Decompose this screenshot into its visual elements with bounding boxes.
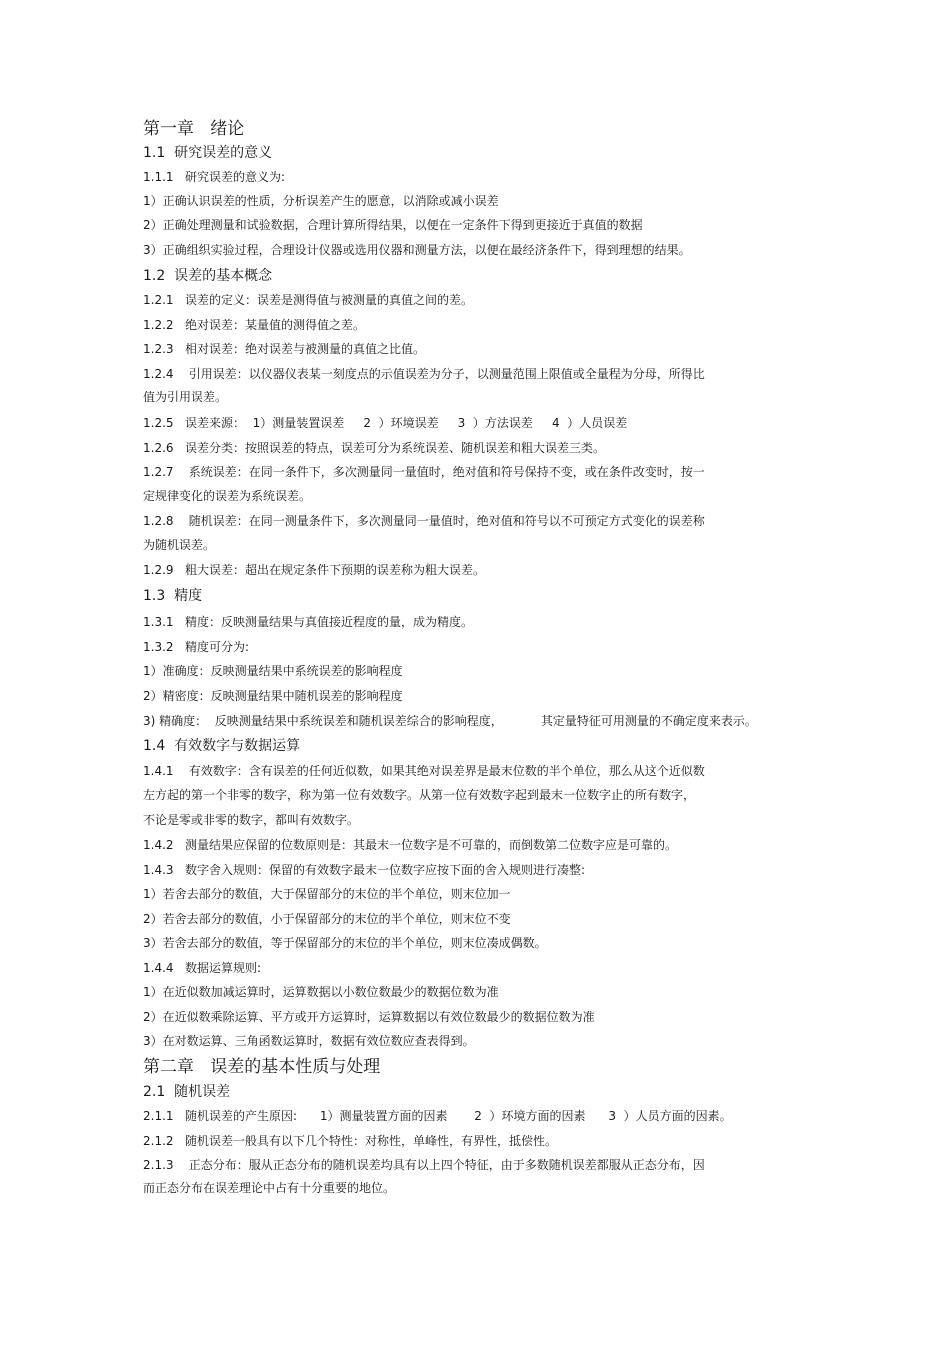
text-line: 1）若舍去部分的数值，大于保留部分的末位的半个单位，则末位加一 [143, 887, 511, 901]
text-line: 不论是零或非零的数字，都叫有效数字。 [143, 813, 360, 827]
text-line: 2）精密度：反映测量结果中随机误差的影响程度 [143, 689, 403, 703]
text-line: 1.2.7 系统误差：在同一条件下，多次测量同一量值时，绝对值和符号保持不变，或在条件改变时，按一 [143, 465, 705, 479]
text-line: 1）正确认识误差的性质，分析误差产生的愿意，以消除或减小误差 [143, 194, 499, 208]
text-line: 1.2.9 粗大误差：超出在规定条件下预期的误差称为粗大误差。 [143, 563, 485, 577]
text-line: 左方起的第一个非零的数字，称为第一位有效数字。从第一位有效数字起到最末一位数字止的所有数字， [143, 788, 696, 802]
text-line: 1.4.4 数据运算规则: [143, 961, 262, 975]
section-heading: 1.4 有效数字与数据运算 [143, 738, 301, 754]
section-heading: 1.1 研究误差的意义 [143, 145, 273, 161]
text-line: 2.1.1 随机误差的产生原因: 1）测量装置方面的因素 2 ）环境方面的因素 3 ）人员方面的因素。 [143, 1109, 732, 1123]
text-line: 1）在近似数加减运算时，运算数据以小数位数最少的数据位数为准 [143, 985, 499, 999]
text-line: 3）正确组织实验过程，合理设计仪器或选用仪器和测量方法，以便在最经济条件下，得到理想的结果。 [143, 243, 691, 257]
text-line: 值为引用误差。 [143, 390, 228, 404]
text-line: 2.1.3 正态分布：服从正态分布的随机误差均具有以上四个特征，由于多数随机误差都服从正态分布，因 [143, 1158, 705, 1172]
text-line: 1）准确度：反映测量结果中系统误差的影响程度 [143, 664, 403, 678]
text-line: 2.1.2 随机误差一般具有以下几个特性：对称性，单峰性，有界性，抵偿性。 [143, 1134, 557, 1148]
section-heading: 1.2 误差的基本概念 [143, 268, 273, 284]
text-line: 2）正确处理测量和试验数据，合理计算所得结果，以便在一定条件下得到更接近于真值的数据 [143, 218, 643, 232]
text-line: 1.2.6 误差分类：按照误差的特点，误差可分为系统误差、随机误差和粗大误差三类。 [143, 441, 605, 455]
section-heading: 1.3 精度 [143, 588, 203, 604]
text-line: 1.1.1 研究误差的意义为: [143, 170, 286, 184]
text-line: 1.4.1 有效数字：含有误差的任何近似数，如果其绝对误差界是最末位数的半个单位，那么从这个近似数 [143, 764, 705, 778]
text-line: 1.2.8 随机误差：在同一测量条件下，多次测量同一量值时，绝对值和符号以不可预定方式变化的误差称 [143, 514, 705, 528]
text-line: 定规律变化的误差为系统误差。 [143, 489, 312, 503]
text-line: 而正态分布在误差理论中占有十分重要的地位。 [143, 1181, 396, 1195]
chapter-heading: 第二章 误差的基本性质与处理 [143, 1057, 381, 1077]
text-line: 3）在对数运算、三角函数运算时，数据有效位数应查表得到。 [143, 1034, 475, 1048]
text-line: 3）若舍去部分的数值，等于保留部分的末位的半个单位，则末位凑成偶数。 [143, 936, 547, 950]
text-line: 1.2.1 误差的定义：误差是测得值与被测量的真值之间的差。 [143, 293, 473, 307]
chapter-heading: 第一章 绪论 [143, 119, 245, 139]
text-line: 1.4.3 数字舍入规则：保留的有效数字最末一位数字应按下面的舍入规则进行凑整: [143, 863, 586, 877]
text-line: 1.4.2 测量结果应保留的位数原则是：其最末一位数字是不可靠的，而倒数第二位数字应是可靠的。 [143, 838, 677, 852]
text-line: 1.3.1 精度：反映测量结果与真值接近程度的量，成为精度。 [143, 615, 473, 629]
text-line: 2）在近似数乘除运算、平方或开方运算时，运算数据以有效位数最少的数据位数为准 [143, 1010, 595, 1024]
section-heading: 2.1 随机误差 [143, 1084, 231, 1100]
text-line: 1.2.4 引用误差：以仪器仪表某一刻度点的示值误差为分子，以测量范围上限值或全量程为分母，所得比 [143, 367, 705, 381]
text-line: 1.3.2 精度可分为: [143, 640, 250, 654]
text-line: 2）若舍去部分的数值，小于保留部分的末位的半个单位，则末位不变 [143, 912, 511, 926]
text-line: 1.2.2 绝对误差：某量值的测得值之差。 [143, 318, 365, 332]
text-line: 为随机误差。 [143, 538, 216, 552]
text-line: 1.2.3 相对误差：绝对误差与被测量的真值之比值。 [143, 342, 425, 356]
text-line: 3) 精确度： 反映测量结果中系统误差和随机误差综合的影响程度， 其定量特征可用测量的不确定度来表示。 [143, 714, 757, 728]
text-line: 1.2.5 误差来源： 1）测量装置误差 2 ）环境误差 3 ）方法误差 4 ）人员误差 [143, 416, 628, 430]
